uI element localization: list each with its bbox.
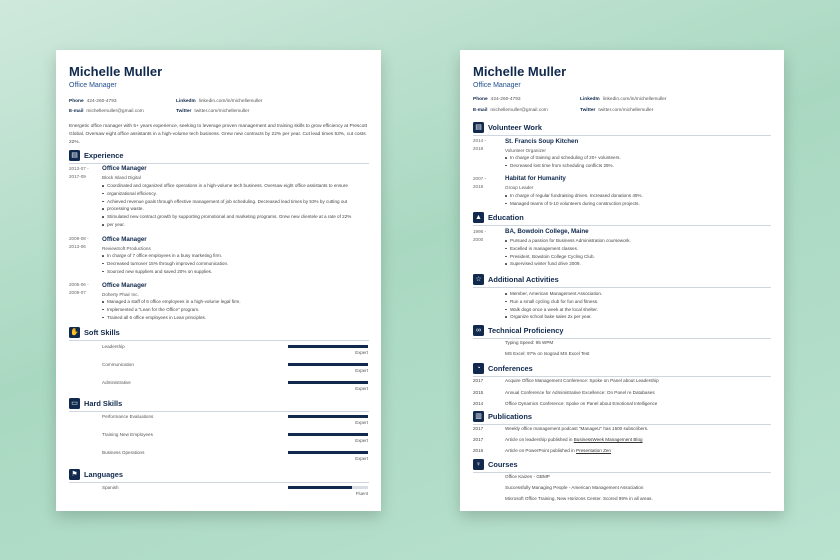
briefcase-icon: ▤ — [473, 122, 484, 133]
conference-text: Office Dynamics Conference: Spoke on Panel about Emotional Intelligence — [505, 401, 658, 406]
volunteer-heading: ▤ Volunteer Work — [473, 122, 542, 133]
contact-linkedin: LinkedIn linkedin.com/in/michellemuller — [580, 97, 667, 102]
job-bullets — [102, 298, 372, 321]
list-item: Member, American Management Association. — [505, 290, 765, 298]
course-item: Microsoft Office Training, New Horizons Center. Scored 99% in all areas. — [505, 496, 653, 501]
contact-phone: Phone 424-260-4793 — [69, 99, 117, 104]
language-level: Fluent — [355, 491, 368, 496]
divider — [69, 340, 369, 341]
job-org: ReviewSoft Productions — [102, 246, 151, 251]
job-org: Doherty Phair Inc. — [102, 292, 139, 297]
proficiency-heading: ∞ Technical Proficiency — [473, 325, 563, 336]
volunteer-title: Habitat for Humanity — [505, 175, 566, 182]
publication-text: Article on PowerPoint published in Presentation Zen — [505, 448, 611, 453]
volunteer-role: Volunteer Organizer — [505, 148, 546, 153]
list-item: processing waste. — [102, 205, 372, 213]
lightbulb-icon: ♀ — [473, 459, 484, 470]
skill-name: Business Operations — [102, 450, 145, 455]
job-dates: 2005-06 - 2009-07 — [69, 282, 89, 295]
contact-phone: Phone 424-260-4793 — [473, 97, 521, 102]
language-bar — [288, 486, 368, 489]
language-name: Spanish — [102, 485, 119, 490]
list-item: per year. — [102, 221, 372, 229]
monitor-icon: ▭ — [69, 398, 80, 409]
publication-link[interactable]: Presentation Zen — [576, 448, 611, 453]
job-title: Office Manager — [102, 165, 147, 172]
divider — [473, 225, 771, 226]
list-item: Pursued a passion for Business Administration coursework. — [505, 237, 765, 245]
list-item: Sourced new suppliers and saved 20% on supplies. — [102, 268, 372, 276]
list-item: Coordinated and organized office operations in a high-volume tech business. Oversaw eight office assistants to ensure — [102, 182, 372, 190]
divider — [473, 376, 771, 377]
skill-bar — [288, 451, 368, 454]
resume-page-left — [56, 50, 381, 511]
divider — [473, 424, 771, 425]
list-item: Organize school bake sales 2x per year. — [505, 313, 765, 321]
skill-level: Expert — [355, 386, 368, 391]
volunteer-title: St. Francis Soup Kitchen — [505, 138, 579, 145]
handshake-icon: ✋ — [70, 329, 79, 336]
skill-bar — [288, 433, 368, 436]
publication-year: 2016 — [473, 448, 484, 453]
skill-name: Training New Employees — [102, 432, 153, 437]
course-item: Office Kaizen - GBMP — [505, 474, 550, 479]
publication-text: Article on leadership published in BusinessWeek Management Blog — [505, 437, 643, 442]
resume-page-right — [460, 50, 784, 511]
publication-year: 2017 — [473, 426, 484, 431]
star-icon: ☆ — [473, 274, 484, 285]
conference-year: 2017 — [473, 378, 484, 383]
activities-list — [505, 290, 765, 321]
skill-level: Expert — [355, 420, 368, 425]
education-bullets — [505, 237, 765, 268]
skill-bar — [288, 345, 368, 348]
job-bullets — [102, 182, 372, 229]
list-item: Implemented a "Lean for the Office" program. — [102, 306, 372, 314]
contact-email: E-mail michellemuller@gmail.com — [69, 109, 144, 114]
candidate-role: Office Manager — [473, 82, 521, 89]
list-item: Walk dogs once a week at the local shelter. — [505, 306, 765, 314]
proficiency-item: Typing Speed: 95 WPM — [505, 340, 554, 345]
conference-text: Acquire Office Management Conference: Spoke on Panel about Leadership — [505, 378, 659, 383]
languages-heading: ⚑ Languages — [69, 469, 123, 480]
contact-linkedin: LinkedIn linkedin.com/in/michellemuller — [176, 99, 263, 104]
candidate-name: Michelle Muller — [473, 64, 567, 79]
job-dates: 2013-07 - 2017-09 — [69, 166, 89, 179]
job-title: Office Manager — [102, 236, 147, 243]
skill-bar — [288, 415, 368, 418]
activities-heading: ☆ Additional Activities — [473, 274, 559, 285]
list-item: Achieved revenue goals through effective management of job scheduling. Decreased lead times by 53% by cutting out — [102, 198, 372, 206]
link-icon: ∞ — [473, 325, 484, 336]
divider — [473, 135, 771, 136]
flag-icon: ⚑ — [69, 469, 80, 480]
list-item: President, Bowdoin College Cycling Club. — [505, 253, 765, 261]
publications-heading: ▥ Publications — [473, 411, 532, 422]
divider — [69, 163, 369, 164]
conference-year: 2014 — [473, 401, 484, 406]
education-heading: ▲ Education — [473, 212, 524, 223]
skill-name: Leadership — [102, 344, 125, 349]
conference-year: 2015 — [473, 390, 484, 395]
skill-name: Performance Evaluations — [102, 414, 154, 419]
volunteer-dates: 2007 - 2018 — [473, 176, 487, 189]
divider — [69, 411, 369, 412]
volunteer-bullets — [505, 192, 765, 208]
skill-bar — [288, 363, 368, 366]
courses-heading: ♀ Courses — [473, 459, 518, 470]
skill-level: Expert — [355, 456, 368, 461]
candidate-name: Michelle Muller — [69, 64, 163, 79]
skill-name: Communication — [102, 362, 134, 367]
publication-link[interactable]: BusinessWeek Management Blog — [573, 437, 643, 442]
soft-skills-heading: ✋ Soft Skills — [70, 328, 120, 337]
list-item: Excelled in management classes. — [505, 245, 765, 253]
education-dates: 1996 - 2000 — [473, 229, 487, 242]
volunteer-bullets — [505, 154, 765, 170]
job-dates: 2009-08 - 2013-06 — [69, 236, 89, 249]
contact-twitter: Twitter twitter.com/michellemuller — [580, 108, 654, 113]
graduation-cap-icon: ▲ — [473, 212, 484, 223]
hard-skills-heading: ▭ Hard Skills — [69, 398, 122, 409]
list-item: Trained all 6 office employees in Lean principles. — [102, 314, 372, 322]
list-item: Managed a staff of 6 office employees in a high-volume legal firm. — [102, 298, 372, 306]
divider — [473, 287, 771, 288]
skill-level: Expert — [355, 350, 368, 355]
volunteer-dates: 2014 - 2018 — [473, 138, 487, 151]
candidate-role: Office Manager — [69, 82, 117, 89]
skill-bar — [288, 381, 368, 384]
job-org: Block Island Digital — [102, 175, 141, 180]
divider — [473, 338, 771, 339]
conferences-heading: ◔ Conferences — [473, 363, 533, 374]
list-item: Stimulated new contract growth by supporting promotional and marketing programs. Grew new clientele at a rate of 22% — [102, 213, 372, 221]
list-item: Supervised winter fund drive 2009. — [505, 260, 765, 268]
conference-text: Annual Conference for Administrative Excellence: On Panel re Databases — [505, 390, 655, 395]
list-item: Managed teams of 5-10 volunteers during construction projects. — [505, 200, 765, 208]
education-degree: BA, Bowdoin College, Maine — [505, 228, 589, 235]
divider — [69, 482, 369, 483]
skill-level: Expert — [355, 438, 368, 443]
list-item: Decreased lost time from scheduling conflicts 25%. — [505, 162, 765, 170]
volunteer-role: Group Leader — [505, 185, 534, 190]
book-icon: ▥ — [473, 411, 484, 422]
list-item: organizational efficiency. — [102, 190, 372, 198]
job-title: Office Manager — [102, 282, 147, 289]
list-item: Decreased turnover 15% through improved communication. — [102, 260, 372, 268]
speech-bubble-icon: ◔ — [473, 363, 484, 374]
skill-level: Expert — [355, 368, 368, 373]
publication-text: Weekly office management podcast "ManageU" has 1500 subscribers. — [505, 426, 649, 431]
job-bullets — [102, 252, 372, 275]
skill-name: Administrative — [102, 380, 131, 385]
summary-paragraph: Energetic office manager with 5+ years experience, seeking to leverage proven management and training skills to grow efficiency at Prescott Global. Oversaw eight office assistants in a high-volume tech business. Grew new contracts by 22% per year. Cut lead times 53%, cut costs 22%. — [69, 124, 368, 145]
briefcase-icon: ▤ — [69, 150, 80, 161]
course-item: Successfully Managing People - American Management Association — [505, 485, 644, 490]
list-item: Run a small cycling club for fun and fitness. — [505, 298, 765, 306]
publication-year: 2017 — [473, 437, 484, 442]
list-item: In charge of 7 office employees in a busy marketing firm. — [102, 252, 372, 260]
list-item: In charge of regular fundraising drives. Increased donations 45%. — [505, 192, 765, 200]
proficiency-item: MS Excel: 97% on Isograd MS Excel Test — [505, 351, 590, 356]
list-item: In charge of training and scheduling of 20+ volunteers. — [505, 154, 765, 162]
divider — [473, 472, 771, 473]
contact-email: E-mail michellemuller@gmail.com — [473, 108, 548, 113]
experience-heading: ▤ Experience — [69, 150, 123, 161]
contact-twitter: Twitter twitter.com/michellemuller — [176, 109, 250, 114]
